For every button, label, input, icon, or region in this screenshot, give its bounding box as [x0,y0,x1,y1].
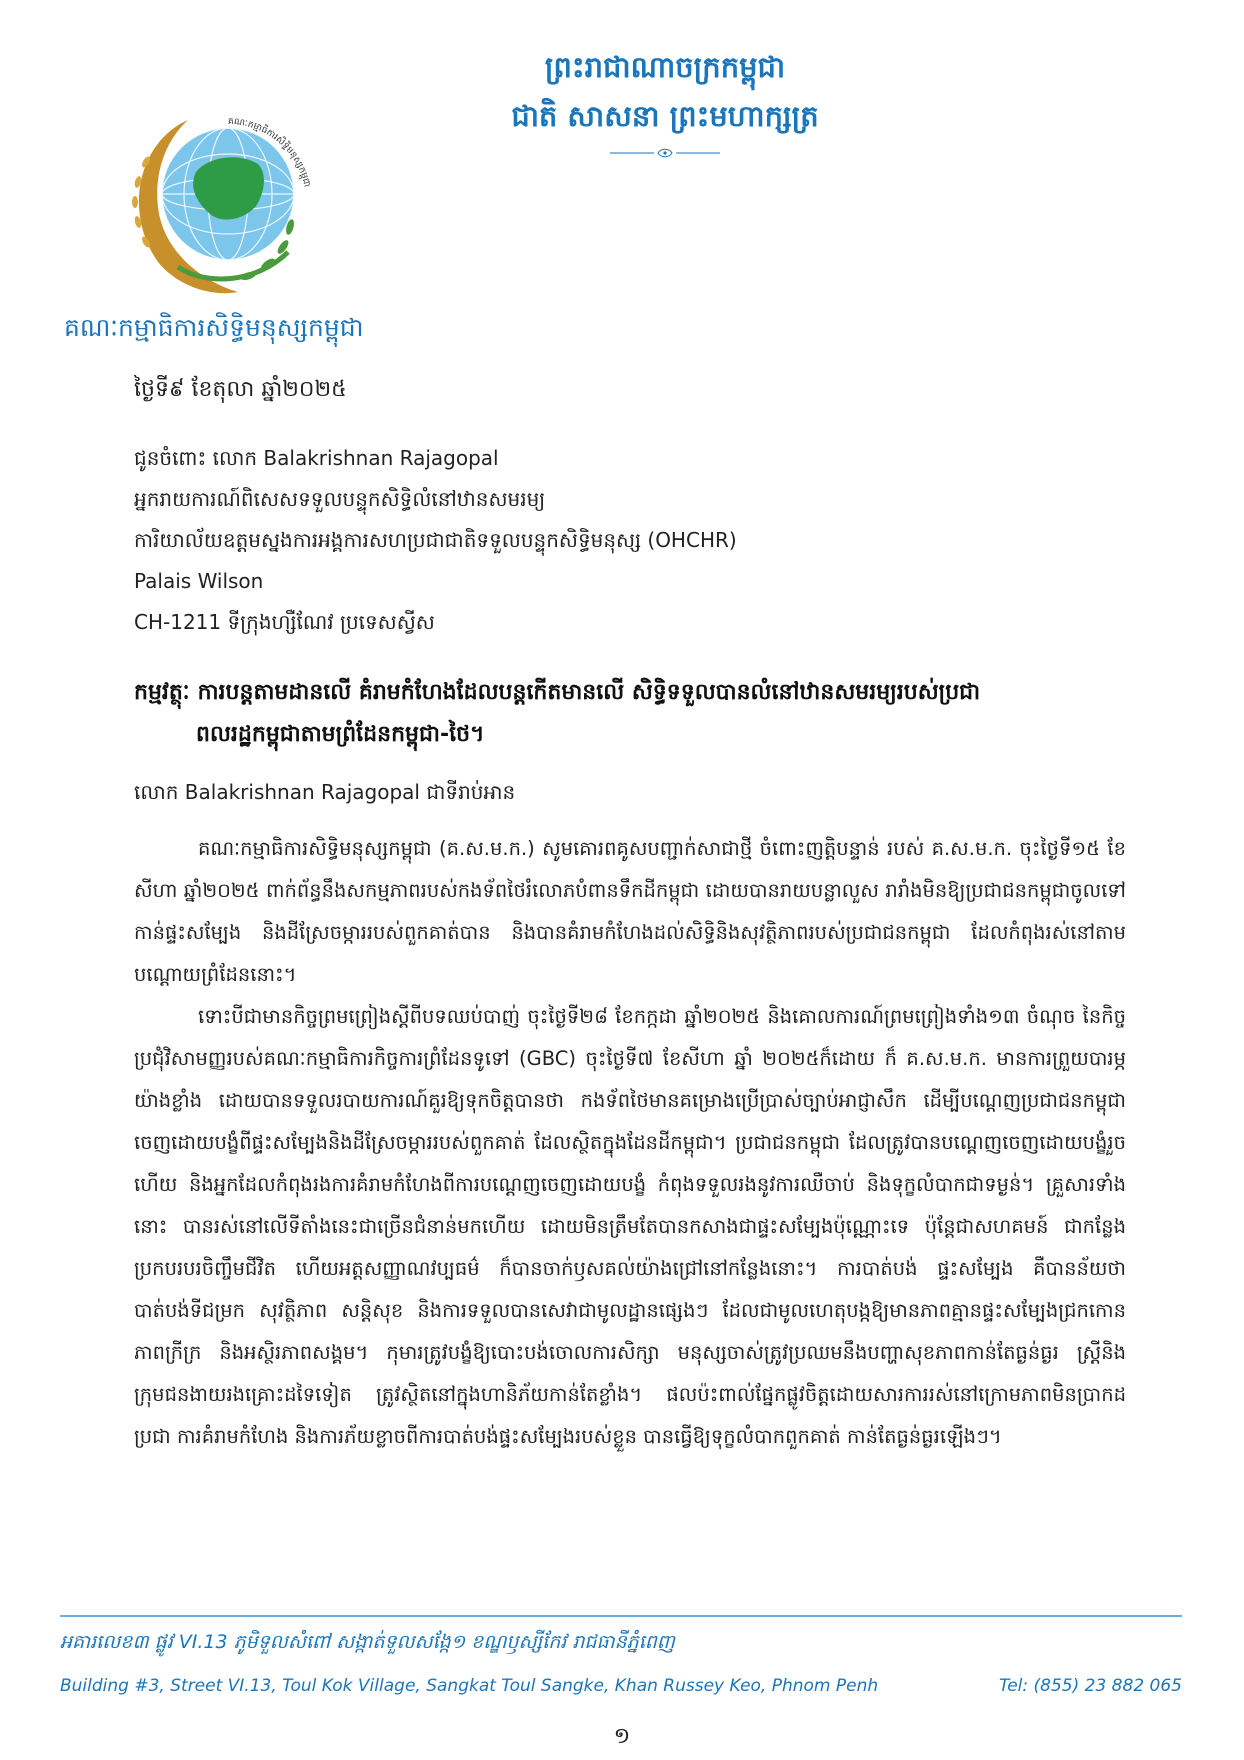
nation-religion-king: ជាតិ សាសនា ព្រះមហាក្សត្រ [511,99,819,133]
subject-label: កម្មវត្ថុៈ [134,680,190,705]
salutation: លោក Balakrishnan Rajagopal ជាទីរាប់អាន [134,780,516,804]
footer-address-english: Building #3, Street VI.13, Toul Kok Village, Sangkat Toul Sangke, Khan Russey Keo, Phnom Penh [60,1676,879,1696]
footer-divider [60,1615,1182,1617]
ornament-divider-icon [610,146,720,160]
subject-text-line1: ការបន្តតាមដានលើ គំរាមកំហែងដែលបន្តកើតមានលើ សិទ្ធិទទួលបានលំនៅឋានសមរម្យរបស់ប្រជា [197,680,981,705]
address-line: ជូនចំពោះ លោក Balakrishnan Rajagopal [134,446,499,470]
letter-date: ថ្ងៃទី៩ ខែតុលា ឆ្នាំ២០២៥ [134,377,347,402]
subject-text-line2: ពលរដ្ឋកម្ពុជាតាមព្រំដែនកម្ពុជា-ថៃ។ [196,722,485,747]
letter-body [134,828,1126,1458]
letter-subject [134,672,1124,756]
address-line: CH-1211 ទីក្រុងហ្សឺណែវ ប្រទេសស្វីស [134,610,435,634]
organization-logo [118,102,318,302]
body-paragraph: គណៈកម្មាធិការសិទ្ធិមនុស្សកម្ពុជា (គ.ស.ម.ក.) សូមគោរពគូសបញ្ជាក់សាជាថ្មី ចំពោះញត្តិបន្ទាន់ របស់ គ.ស.ម.ក. ចុះថ្ងៃទី១៥ ខែសីហា ឆ្នាំ២០២៥ ពាក់ព័ន្ធនឹងសកម្មភាពរបស់កងទ័ពថៃរំលោភបំពានទឹកដីកម្ពុជា ដោយបានរាយបន្លាលួស រារាំងមិនឱ្យប្រជាជនកម្ពុជាចូលទៅកាន់ផ្ទះសម្បែង និងដីស្រែចម្ការរបស់ពួកគាត់បាន និងបានគំរាមកំហែងដល់សិទ្ធិនិងសុវត្ថិភាពរបស់ប្រជាជនកម្ពុជា ដែលកំពុងរស់នៅតាមបណ្ដោយព្រំដែននោះ។ [134,837,1126,986]
address-line: អ្នករាយការណ៍ពិសេសទទួលបន្ទុកសិទ្ធិលំនៅឋានសមរម្យ [134,487,546,511]
page-number: ១ [613,1724,631,1749]
address-line: ការិយាល័យឧត្តមស្នងការអង្គការសហប្រជាជាតិទទួលបន្ទុកសិទ្ធិមនុស្ស (OHCHR) [134,528,737,552]
kingdom-motto [420,42,910,160]
footer-telephone: Tel: (855) 23 882 065 [998,1676,1182,1696]
body-paragraph: ទោះបីជាមានកិច្ចព្រមព្រៀងស្ដីពីបទឈប់បាញ់ ចុះថ្ងៃទី២៨ ខែកក្កដា ឆ្នាំ២០២៥ និងគោលការណ៍ព្រមព្រៀងទាំង១៣ ចំណុច នៃកិច្ចប្រជុំវិសាមញ្ញរបស់គណៈកម្មាធិការកិច្ចការព្រំដែនទូទៅ (GBC) ចុះថ្ងៃទី៧ ខែសីហា ឆ្នាំ ២០២៥ក៏ដោយ ក៏ គ.ស.ម.ក. មានការព្រួយបារម្ភយ៉ាងខ្លាំង ដោយបានទទួលរបាយការណ៍គួរឱ្យទុកចិត្តបានថា កងទ័ពថៃមានគម្រោងប្រើប្រាស់ច្បាប់អាជ្ញាសឹក ដើម្បីបណ្ដេញប្រជាជនកម្ពុជាចេញដោយបង្ខំពីផ្ទះសម្បែងនិងដីស្រែចម្ការរបស់ពួកគាត់ ដែលស្ថិតក្នុងដែនដីកម្ពុជា។ ប្រជាជនកម្ពុជា ដែលត្រូវបានបណ្ដេញចេញដោយបង្ខំរួចហើយ និងអ្នកដែលកំពុងរងការគំរាមកំហែងពីការបណ្ដេញចេញដោយបង្ខំ កំពុងទទួលរងនូវការឈឺចាប់ និងទុក្ខលំបាកជាទម្ងន់។ គ្រួសារទាំងនោះ បានរស់នៅលើទីតាំងនេះជាច្រើនជំនាន់មកហើយ ដោយមិនត្រឹមតែបានកសាងជាផ្ទះសម្បែងប៉ុណ្ណោះទេ ប៉ុន្តែជាសហគមន៍ ជាកន្លែងប្រកបរបរចិញ្ចឹមជីវិត ហើយអត្តសញ្ញាណវប្បធម៌ ក៏បានចាក់ឫសគល់យ៉ាងជ្រៅនៅកន្លែងនោះ។ ការបាត់បង់ ផ្ទះសម្បែង គឺបានន័យថា បាត់បង់ទីជម្រក សុវត្ថិភាព សន្តិសុខ និងការទទួលបានសេវាជាមូលដ្ឋានផ្សេងៗ ដែលជាមូលហេតុបង្កឱ្យមានភាពគ្មានផ្ទះសម្បែងជ្រកកោន ភាពក្រីក្រ និងអស្ថិរភាពសង្គម។ កុមារត្រូវបង្ខំឱ្យបោះបង់ចោលការសិក្សា មនុស្សចាស់ត្រូវប្រឈមនឹងបញ្ហាសុខភាពកាន់តែធ្ងន់ធ្ងរ ស្ត្រីនិងក្រុមជនងាយរងគ្រោះដទៃទៀត ត្រូវស្ថិតនៅក្នុងហានិភ័យកាន់តែខ្លាំង។ ផលប៉ះពាល់ផ្នែកផ្លូវចិត្តដោយសារការរស់នៅក្រោមភាពមិនប្រាកដប្រជា ការគំរាមកំហែង និងការភ័យខ្លាចពីការបាត់បង់ផ្ទះសម្បែងរបស់ខ្លួន បានធ្វើឱ្យទុក្ខលំបាកពួកគាត់ កាន់តែធ្ងន់ធ្ងរឡើងៗ។ [134,1005,1126,1448]
address-line: Palais Wilson [134,569,264,593]
logo-curved-text: គណៈកម្មាធិការសិទ្ធិមនុស្សកម្ពុជា [227,116,312,189]
organization-name: គណៈកម្មាធិការសិទ្ធិមនុស្សកម្ពុជា [64,313,364,342]
kingdom-title: ព្រះរាជាណាចក្រកម្ពុជា [544,50,786,84]
recipient-address [134,438,737,643]
logo-emblem-icon [118,102,318,302]
footer-address-khmer: អគារលេខ៣ ផ្លូវ VI.13 ភូមិទួលសំពៅ សង្កាត់ទួលសង្កែ១ ខណ្ឌឫស្សីកែវ រាជធានីភ្នំពេញ [60,1631,675,1653]
